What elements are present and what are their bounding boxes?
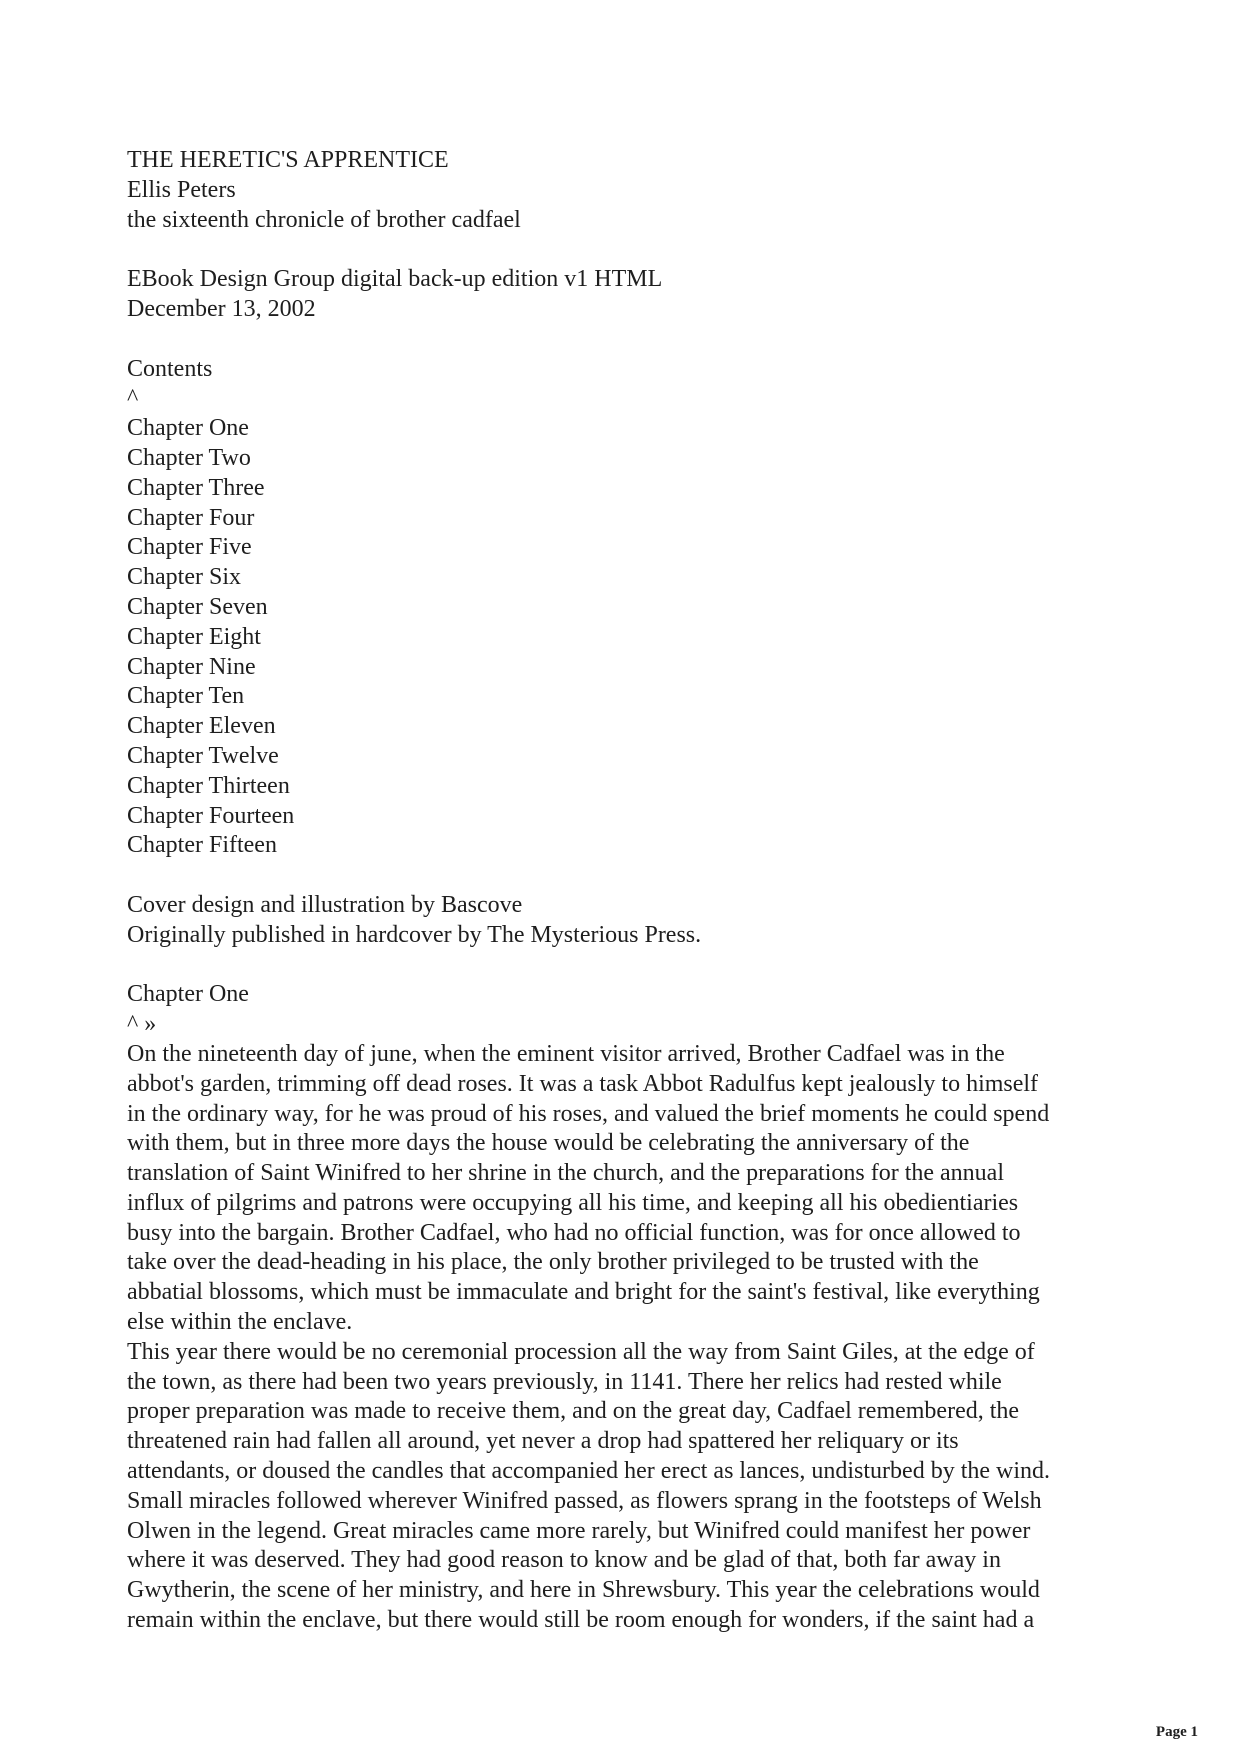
toc-item-chapter-five[interactable]: Chapter Five (127, 534, 252, 561)
chapter-section (127, 980, 1127, 1636)
contents-heading: Contents (127, 355, 213, 382)
toc-item-chapter-four[interactable]: Chapter Four (127, 504, 255, 531)
text-line: Olwen in the legend. Great miracles came more rarely, but Winifred could manifest her power (127, 1517, 1031, 1544)
toc-item-chapter-eleven[interactable]: Chapter Eleven (127, 713, 276, 740)
text-line: with them, but in three more days the house would be celebrating the anniversary of the (127, 1130, 970, 1157)
edition-block (127, 265, 1127, 325)
toc-item-chapter-nine[interactable]: Chapter Nine (127, 653, 256, 680)
credits-block (127, 891, 1127, 951)
document-page (127, 146, 1127, 1636)
text-line: abbot's garden, trimming off dead roses. It was a task Abbot Radulfus kept jealously to himself (127, 1070, 1039, 1097)
text-line: Small miracles followed wherever Winifred passed, as flowers sprang in the footsteps of Welsh (127, 1487, 1042, 1514)
text-line: On the nineteenth day of june, when the eminent visitor arrived, Brother Cadfael was in the (127, 1040, 1005, 1067)
text-line: attendants, or doused the candles that accompanied her erect as lances, undisturbed by the wind. (127, 1458, 1051, 1485)
chapter-heading: Chapter One (127, 981, 249, 1008)
toc-item-chapter-twelve[interactable]: Chapter Twelve (127, 742, 279, 769)
toc-item-chapter-three[interactable]: Chapter Three (127, 474, 265, 501)
edition-date: December 13, 2002 (127, 295, 316, 322)
toc-item-chapter-two[interactable]: Chapter Two (127, 444, 251, 471)
contents-nav-link[interactable]: ^ (127, 385, 139, 412)
table-of-contents (127, 355, 1127, 862)
text-line: take over the dead-heading in his place, the only brother privileged to be trusted with the (127, 1249, 979, 1276)
text-line: abbatial blossoms, which must be immaculate and bright for the saint's festival, like everything (127, 1279, 1040, 1306)
text-line: Gwytherin, the scene of her ministry, and here in Shrewsbury. This year the celebrations would (127, 1577, 1040, 1604)
edition-line: EBook Design Group digital back-up edition v1 HTML (127, 266, 663, 293)
page-number: Page 1 (1155, 1724, 1198, 1740)
text-line: busy into the bargain. Brother Cadfael, who had no official function, was for once allowed to (127, 1219, 1021, 1246)
toc-item-chapter-one[interactable]: Chapter One (127, 415, 249, 442)
text-line: threatened rain had fallen all around, yet never a drop had spattered her reliquary or its (127, 1428, 959, 1455)
book-title: THE HERETIC'S APPRENTICE (127, 147, 449, 173)
book-author: Ellis Peters (127, 176, 236, 203)
text-line: remain within the enclave, but there would still be room enough for wonders, if the saint had a (127, 1607, 1035, 1634)
toc-item-chapter-ten[interactable]: Chapter Ten (127, 683, 245, 710)
title-block (127, 146, 1127, 235)
text-line: proper preparation was made to receive them, and on the great day, Cadfael remembered, the (127, 1398, 1020, 1425)
paragraph-1 (127, 1040, 1127, 1338)
paragraph-2 (127, 1338, 1127, 1636)
cover-credit: Cover design and illustration by Bascove (127, 891, 523, 918)
text-line: else within the enclave. (127, 1309, 353, 1336)
publisher-credit: Originally published in hardcover by The Mysterious Press. (127, 921, 702, 948)
toc-item-chapter-fifteen[interactable]: Chapter Fifteen (127, 832, 277, 859)
text-line: where it was deserved. They had good reason to know and be glad of that, both far away in (127, 1547, 1001, 1574)
toc-item-chapter-thirteen[interactable]: Chapter Thirteen (127, 772, 290, 799)
toc-item-chapter-fourteen[interactable]: Chapter Fourteen (127, 802, 295, 829)
text-line: the town, as there had been two years previously, in 1141. There her relics had rested while (127, 1368, 1002, 1395)
chapter-nav-links[interactable]: ^ » (127, 1011, 157, 1038)
book-subtitle: the sixteenth chronicle of brother cadfael (127, 206, 521, 233)
text-line: This year there would be no ceremonial procession all the way from Saint Giles, at the edge of (127, 1338, 1035, 1365)
text-line: influx of pilgrims and patrons were occupying all his time, and keeping all his obedientiaries (127, 1189, 1019, 1216)
toc-item-chapter-eight[interactable]: Chapter Eight (127, 623, 261, 650)
toc-item-chapter-six[interactable]: Chapter Six (127, 564, 241, 591)
toc-item-chapter-seven[interactable]: Chapter Seven (127, 593, 268, 620)
text-line: translation of Saint Winifred to her shrine in the church, and the preparations for the annual (127, 1160, 1004, 1187)
text-line: in the ordinary way, for he was proud of his roses, and valued the brief moments he could spend (127, 1100, 1050, 1127)
